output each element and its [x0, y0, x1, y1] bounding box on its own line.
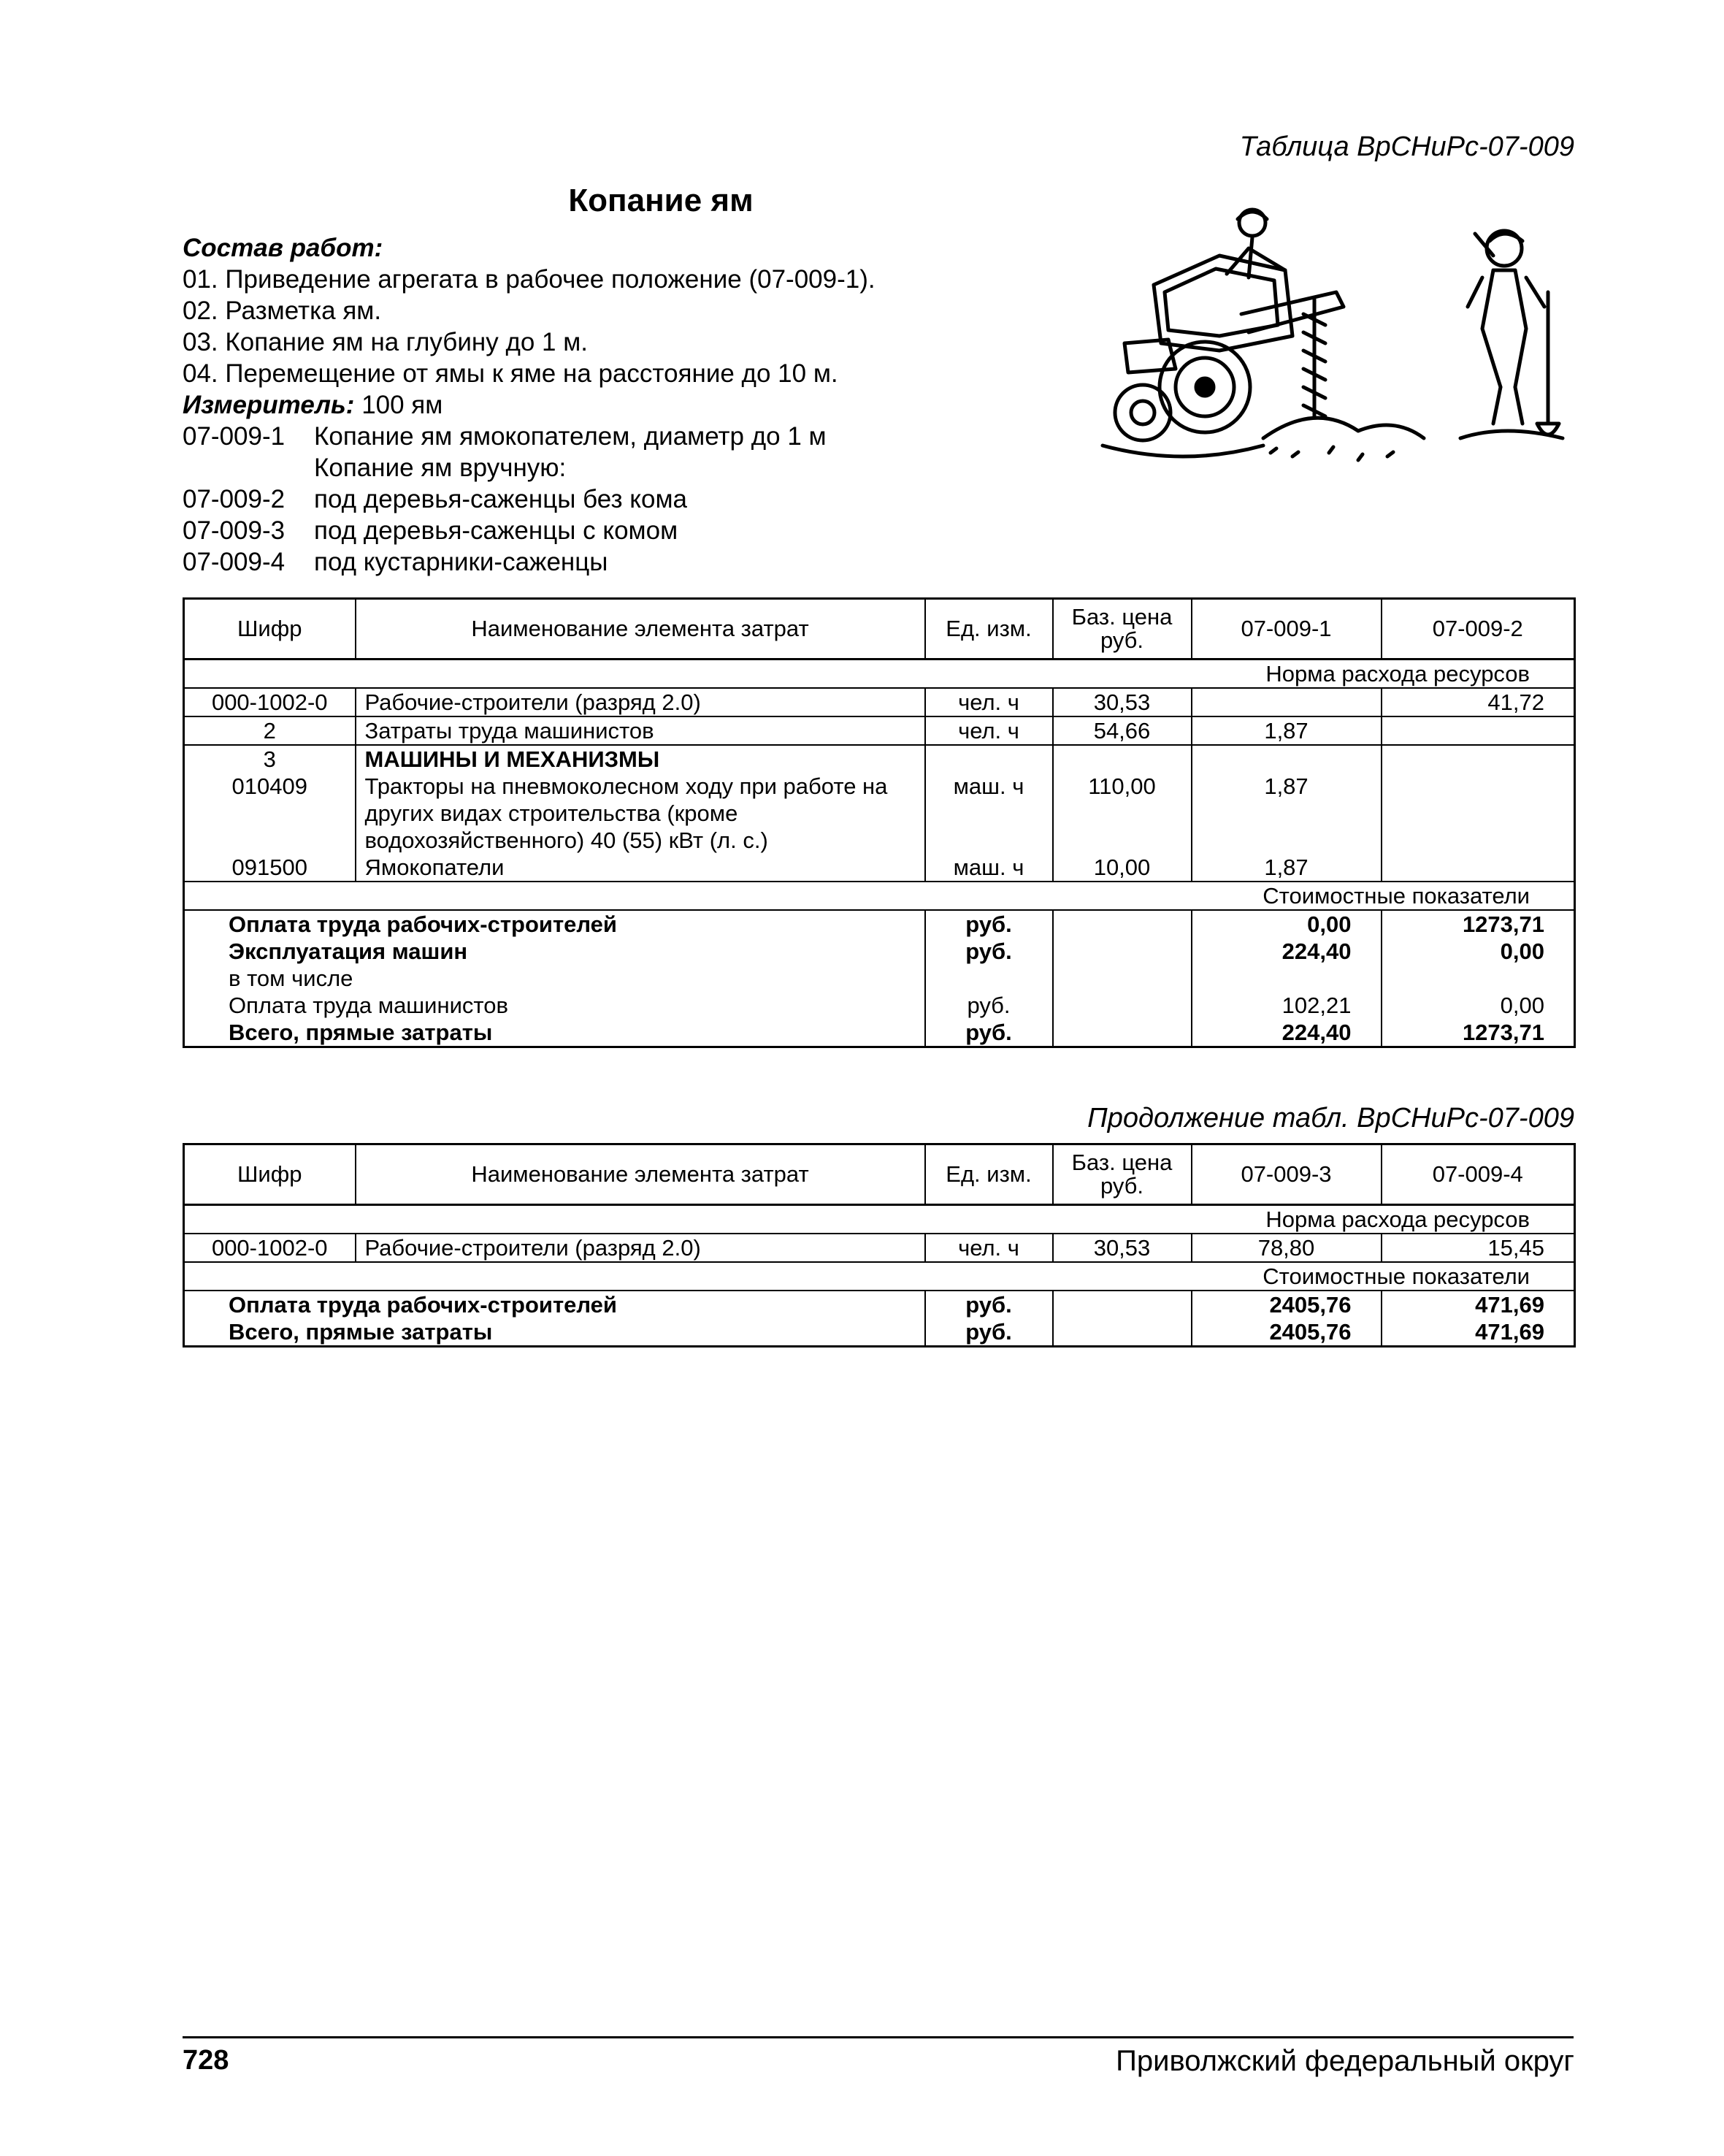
cost-row: в том числе [184, 965, 1575, 992]
page-number: 728 [183, 2045, 229, 2076]
section-cost-label: Стоимостные показатели [184, 882, 1575, 910]
table-header-row [184, 1144, 1575, 1205]
code-item: Копание ям вручную: [314, 454, 567, 482]
composition-item: 02. Разметка ям. [183, 297, 382, 325]
cost-table-1 [183, 597, 1576, 1048]
work-composition [183, 232, 876, 578]
section-row [184, 1262, 1575, 1291]
table-row-machines: 3 010409 МАШИНЫ И МЕХАНИЗМЫ Тракторы на пневмоколесном ходу при работе на других видах строительства (кроме водохозяйственного) 40 (55) кВт (л. с.) маш. ч 110,00 1,87 [184, 745, 1575, 854]
table-caption: Таблица ВрСНиРс-07-009 [1239, 131, 1574, 162]
header-cell: 07-009-2 [1382, 599, 1575, 660]
code-item: 07-009-4 под кустарники-саженцы [183, 548, 608, 576]
cost-row: Всего, прямые затраты руб. 2405,76 471,69 [184, 1318, 1575, 1347]
header-cell: Ед. изм. [925, 599, 1053, 660]
table-header-row [184, 599, 1575, 660]
composition-item: 01. Приведение агрегата в рабочее положение (07-009-1). [183, 265, 876, 294]
code-item: 07-009-1 Копание ям ямокопателем, диаметр до 1 м [183, 422, 827, 451]
cost-row: Оплата труда машинистов руб. 102,21 0,00 [184, 992, 1575, 1019]
header-cell: Наименование элемента затрат [356, 1144, 925, 1205]
footer-title: Приволжский федеральный округ [1116, 2045, 1574, 2077]
section-norm-label: Норма расхода ресурсов [184, 660, 1575, 689]
header-cell: Баз. цена руб. [1053, 1144, 1192, 1205]
header-cell: Шифр [184, 599, 356, 660]
table-row: 2 Затраты труда машинистов чел. ч 54,66 1,87 [184, 716, 1575, 745]
cost-row: Эксплуатация машин руб. 224,40 0,00 [184, 938, 1575, 965]
section-row [184, 882, 1575, 910]
header-cell: Наименование элемента затрат [356, 599, 925, 660]
measure-value: 100 ям [361, 391, 443, 419]
section-row [184, 1205, 1575, 1234]
table-row: 000-1002-0 Рабочие-строители (разряд 2.0) чел. ч 30,53 78,80 15,45 [184, 1234, 1575, 1262]
continuation-caption: Продолжение табл. ВрСНиРс-07-009 [1087, 1103, 1574, 1134]
cost-table-2 [183, 1143, 1576, 1348]
header-cell: 07-009-1 [1192, 599, 1382, 660]
header-cell: Ед. изм. [925, 1144, 1053, 1205]
header-cell: Баз. цена руб. [1053, 599, 1192, 660]
table-row: 091500 Ямокопатели маш. ч 10,00 1,87 [184, 854, 1575, 882]
measure-label: Измеритель: [183, 391, 355, 419]
composition-item: 04. Перемещение от ямы к яме на расстояние до 10 м. [183, 359, 838, 388]
header-cell: Шифр [184, 1144, 356, 1205]
tractor-auger-illustration [1095, 204, 1577, 482]
header-cell: 07-009-4 [1382, 1144, 1575, 1205]
measure-line [183, 389, 876, 421]
header-cell: 07-009-3 [1192, 1144, 1382, 1205]
section-cost-label: Стоимостные показатели [184, 1262, 1575, 1291]
page-title: Копание ям [568, 183, 754, 218]
section-norm-label: Норма расхода ресурсов [184, 1205, 1575, 1234]
composition-heading: Состав работ: [183, 234, 383, 262]
footer-divider [183, 2036, 1574, 2038]
composition-item: 03. Копание ям на глубину до 1 м. [183, 328, 589, 356]
cost-row: Оплата труда рабочих-строителей руб. 0,00 1273,71 [184, 910, 1575, 938]
cost-row: Оплата труда рабочих-строителей руб. 2405,76 471,69 [184, 1291, 1575, 1318]
code-item: 07-009-2 под деревья-саженцы без кома [183, 485, 687, 513]
code-item: 07-009-3 под деревья-саженцы с комом [183, 516, 678, 545]
section-row [184, 660, 1575, 689]
cost-row: Всего, прямые затраты руб. 224,40 1273,71 [184, 1019, 1575, 1047]
table-row: 000-1002-0 Рабочие-строители (разряд 2.0) чел. ч 30,53 41,72 [184, 688, 1575, 716]
